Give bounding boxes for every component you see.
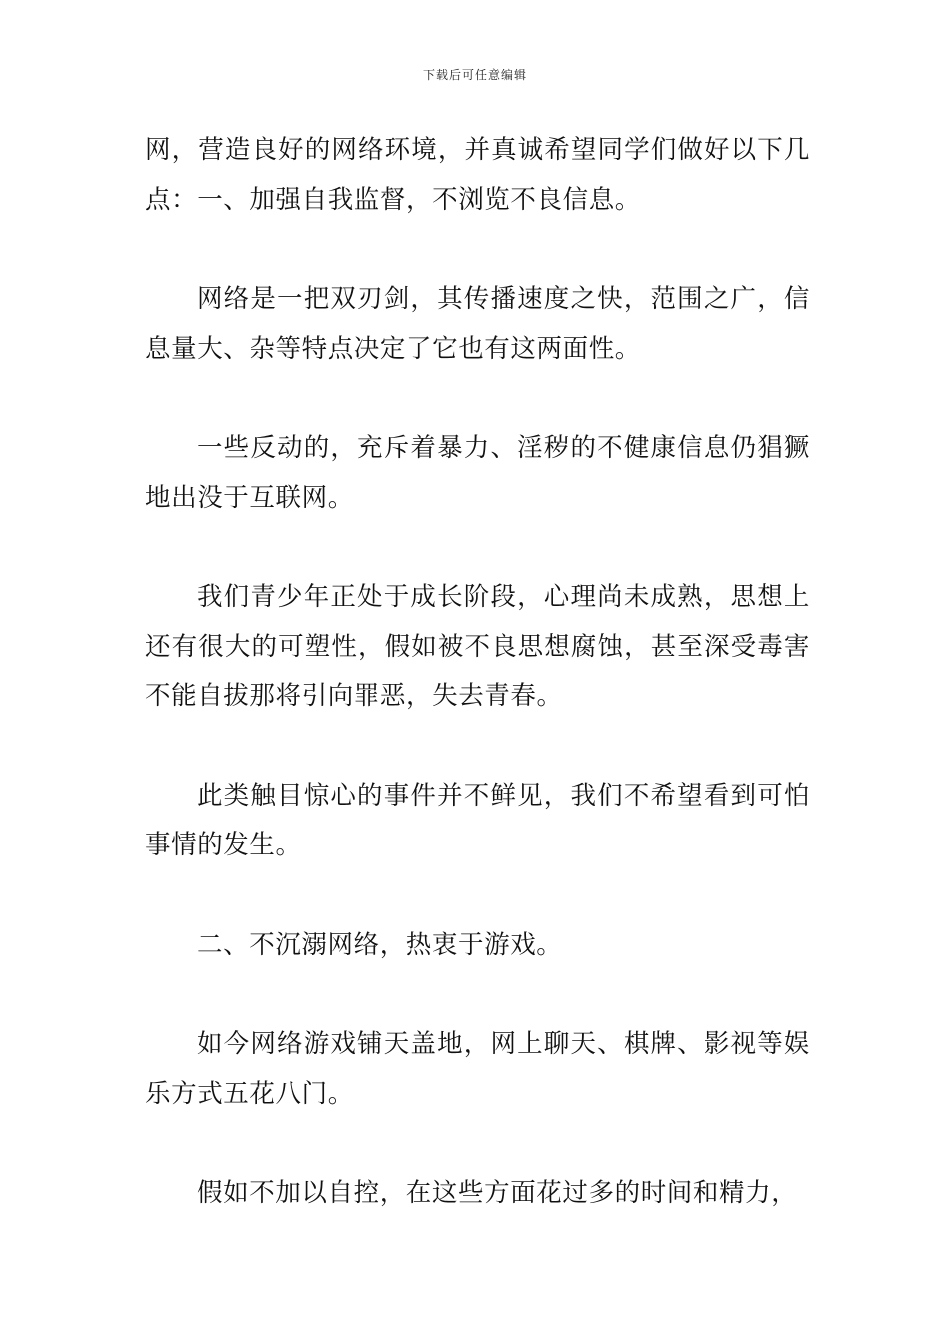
paragraph-8: 假如不加以自控，在这些方面花过多的时间和精力， — [197, 1178, 798, 1208]
paragraph-3: 一些反动的，充斥着暴力、淫秽的不健康信息仍猖獗地出没于互联网。 — [145, 433, 810, 513]
paragraph-6: 二、不沉溺网络，热衷于游戏。 — [197, 929, 563, 960]
page-header: 下载后可任意编辑 — [422, 68, 527, 82]
paragraph-4: 我们青少年正处于成长阶段，心理尚未成熟，思想上还有很大的可塑性，假如被不良思想腐蚀，甚至深受毒害不能自拔那将引向罪恶，失去青春。 — [145, 582, 810, 711]
paragraph-7: 如今网络游戏铺天盖地，网上聊天、棋牌、影视等娱乐方式五花八门。 — [145, 1029, 810, 1109]
paragraph-1: 网，营造良好的网络环境，并真诚希望同学们做好以下几点：一、加强自我监督，不浏览不良信息。 — [145, 135, 810, 215]
document-body — [145, 126, 810, 1219]
paragraph-2: 网络是一把双刃剑，其传播速度之快，范围之广，信息量大、杂等特点决定了它也有这两面性。 — [145, 284, 810, 364]
paragraph-5: 此类触目惊心的事件并不鲜见，我们不希望看到可怕事情的发生。 — [145, 780, 810, 860]
